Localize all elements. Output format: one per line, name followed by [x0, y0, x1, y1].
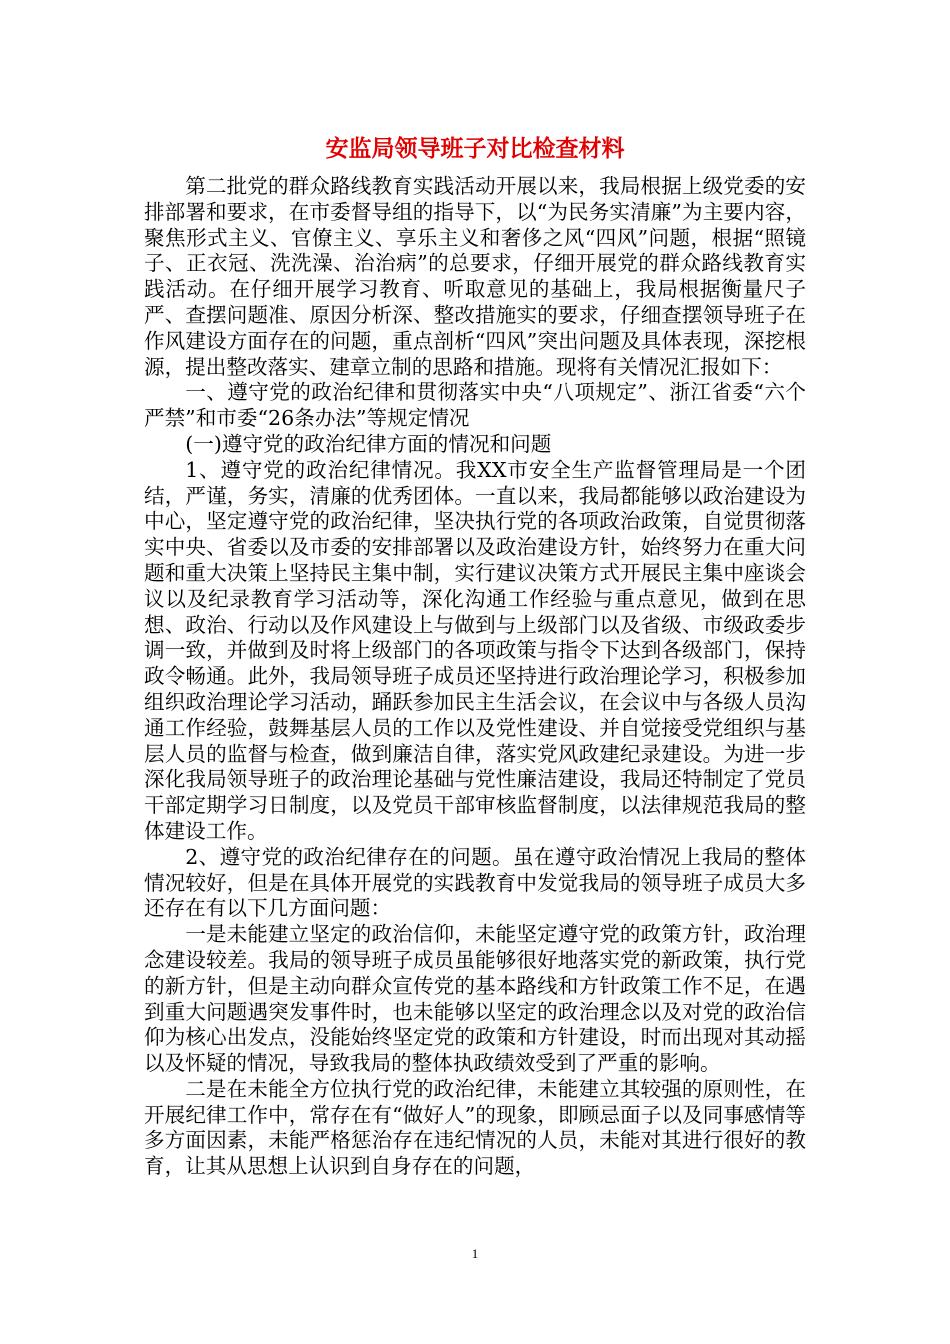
document-body [144, 128, 806, 1180]
paragraph-discipline-situation: 1、遵守党的政治纪律情况。我XX市安全生产监督管理局是一个团结，严谨，务实，清廉的优秀团体。一直以来，我局都能够以政治建设为中心，坚定遵守党的政治纪律，坚决执行党的各项政治政策，自觉贯彻落实中央、省委以及市委的安排部署以及政治建设方针，始终努力在重大问题和重大决策上坚持民主集中制，实行建议决策方式开展民主集中座谈会议以及纪录教育学习活动等，深化沟通工作经验与重点意见，做到在思想、政治、行动以及作风建设上与做到与上级部门以及省级、市级政委步调一致，并做到及时将上级部门的各项政策与指令下达到各级部门，保持政令畅通。此外，我局领导班子成员还坚持进行政治理论学习，积极参加组织政治理论学习活动，踊跃参加民主生活会议，在会议中与各级人员沟通工作经验，鼓舞基层人员的工作以及党性建设、并自觉接受党组织与基层人员的监督与检查，做到廉洁自律，落实党风政建纪录建设。为进一步深化我局领导班子的政治理论基础与党性廉洁建设，我局还特制定了党员干部定期学习日制度，以及党员干部审核监督制度，以法律规范我局的整体建设工作。 [144, 457, 806, 843]
paragraph-section-1-heading: 一、遵守党的政治纪律和贯彻落实中央“八项规定”、浙江省委“六个严禁”和市委“26条办法”等规定情况 [144, 380, 806, 431]
paragraph-problem-two: 二是在未能全方位执行党的政治纪律，未能建立其较强的原则性，在开展纪律工作中，常存在有“做好人”的现象，即顾忌面子以及同事感情等多方面因素，未能严格惩治存在违纪情况的人员，未能对其进行很好的教育，让其从思想上认识到自身存在的问题， [144, 1076, 806, 1179]
page-number: 1 [471, 1246, 479, 1261]
paragraph-problem-one: 一是未能建立坚定的政治信仰，未能坚定遵守党的政策方针，政治理念建设较差。我局的领导班子成员虽能够很好地落实党的新政策，执行党的新方针，但是主动向群众宣传党的基本路线和方针政策工作不足，在遇到重大问题遇突发事件时，也未能够以坚定的政治理念以及对党的政治信仰为核心出发点，没能始终坚定党的政策和方针建设，时而出现对其动摇以及怀疑的情况，导致我局的整体执政绩效受到了严重的影响。 [144, 922, 806, 1076]
paragraph-discipline-problems: 2、遵守党的政治纪律存在的问题。虽在遵守政治情况上我局的整体情况较好，但是在具体开展党的实践教育中发觉我局的领导班子成员大多还存在有以下几方面问题： [144, 844, 806, 921]
document-title: 安监局领导班子对比检查材料 [325, 136, 625, 162]
paragraph-intro: 第二批党的群众路线教育实践活动开展以来，我局根据上级党委的安排部署和要求，在市委督导组的指导下，以“为民务实清廉”为主要内容，聚焦形式主义、官僚主义、享乐主义和奢侈之风“四风”问题，根据“照镜子、正衣冠、洗洗澡、治治病”的总要求，仔细开展党的群众路线教育实践活动。在仔细开展学习教育、听取意见的基础上，我局根据衡量尺子严、查摆问题准、原因分析深、整改措施实的要求，仔细查摆领导班子在作风建设方面存在的问题，重点剖析“四风”突出问题及具体表现，深挖根源，提出整改落实、建章立制的思路和措施。现将有关情况汇报如下： [144, 174, 806, 379]
paragraph-subsection-1-heading: (一)遵守党的政治纪律方面的情况和问题 [185, 431, 552, 456]
